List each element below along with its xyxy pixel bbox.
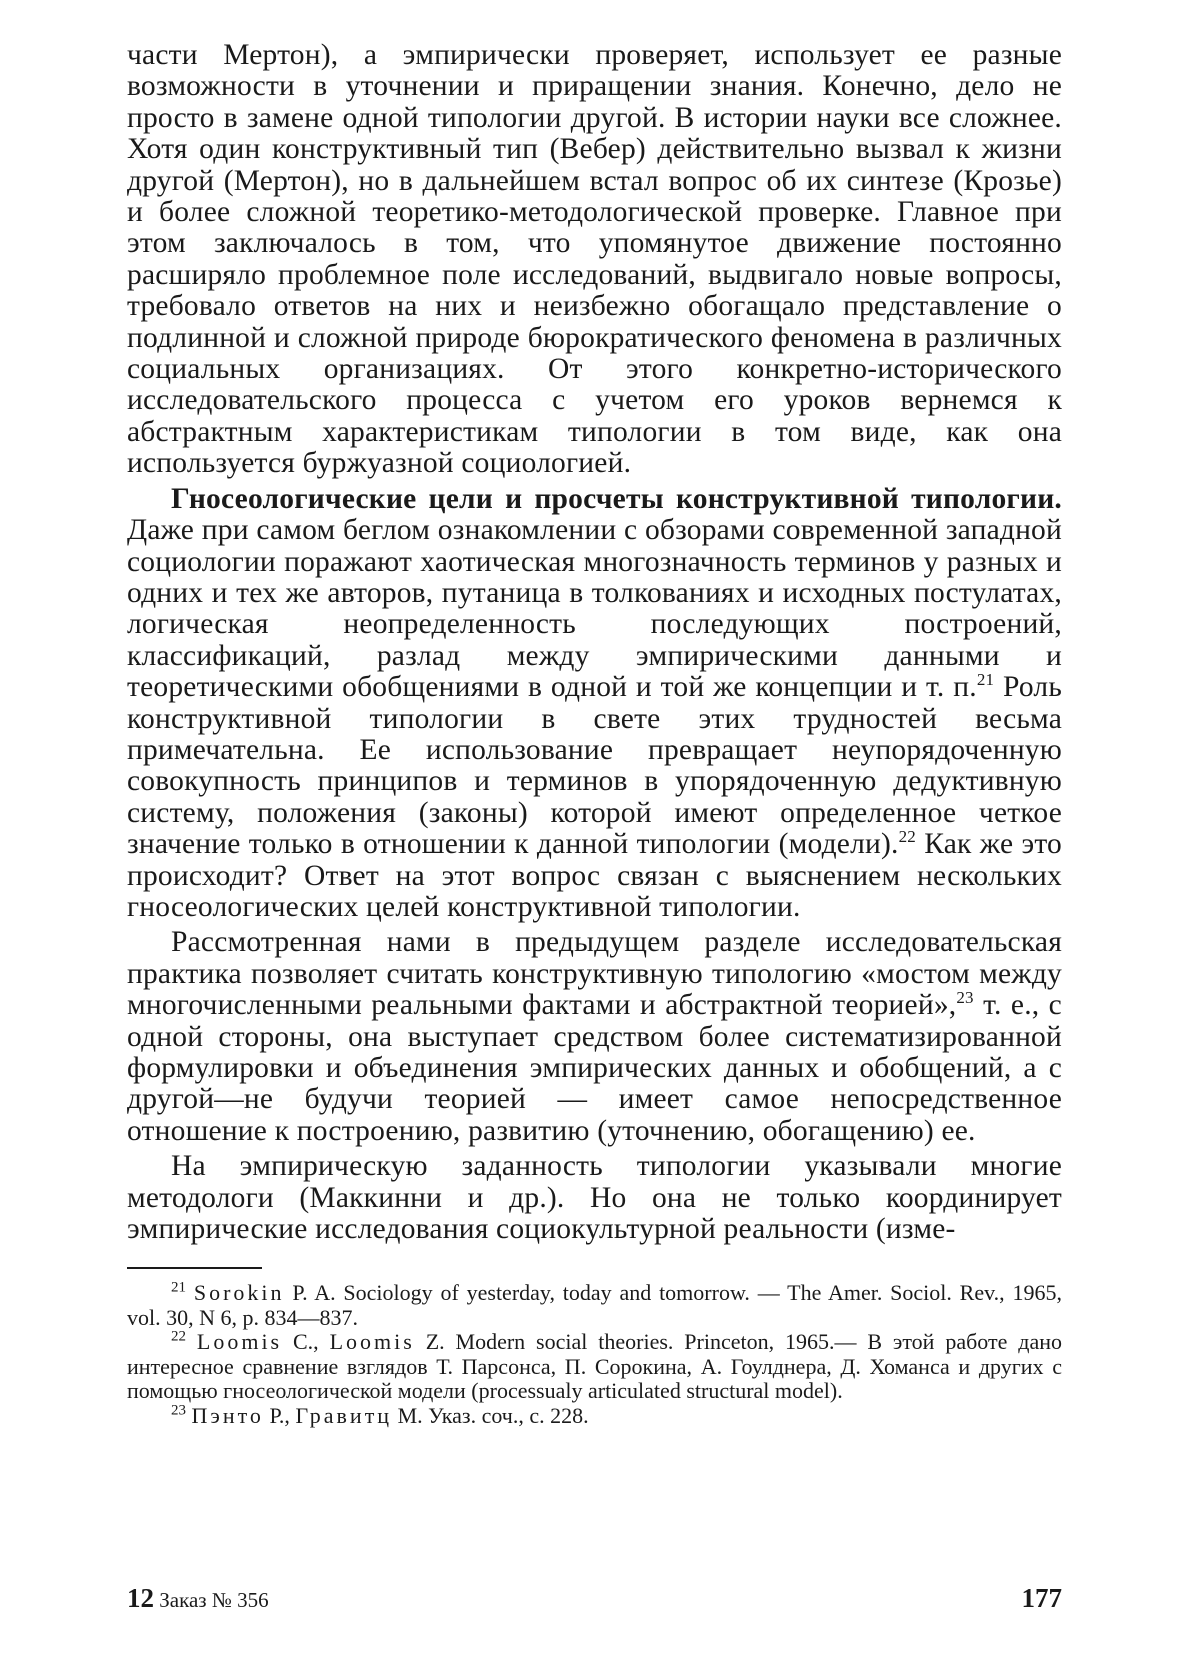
footnote-author: Гравитц [295, 1402, 393, 1428]
main-text [127, 40, 1062, 1245]
footnote-ref-22: 22 [898, 827, 916, 847]
footnote-author: Loomis [196, 1329, 283, 1355]
paragraph-1: части Мертон), а эмпирически проверяет, использует ее разные возможности в уточнении и приращении знания. Конечно, дело не просто в замене одной типологии другой. В истории науки все сложнее. Хотя один конструктивный тип (Вебер) действительно вызвал к жизни другой (Мертон), но в дальнейшем встал вопрос об их синтезе (Крозье) и более сложной теоретико-методологической проверке. Главное при этом заключалось в том, что упомянутое движение постоянно расширяло проблемное поле исследований, выдвигало новые вопросы, требовало ответов на них и неизбежно обогащало представление о подлинной и сложной природе бюрократического феномена в различных социальных организациях. От этого конкретно-исторического исследовательского процесса с учетом его уроков вернемся к абстрактным характеристикам типологии в том виде, как она используется буржуазной социологией. [127, 39, 1062, 480]
footnote-number: 21 [171, 1280, 186, 1297]
paragraph-2-text-a: Даже при самом беглом ознакомлении с обзорами современной западной социологии поражают хаотическая многозначность терминов у разных и одних и тех же авторов, путаница в толкованиях и исходных постулатах, логическая неопределенность последующих построений, классификаций, разлад между эмпирическими данными и теоретическими обобщениями в одной и той же концепции и т. п. [127, 514, 1062, 704]
paragraph-2 [127, 484, 1062, 924]
footnotes [127, 1281, 1062, 1428]
footnote-text: P. A. Sociology of yesterday, today and tomorrow. — The Amer. Sociol. Rev., 1965, vol. 30, N 6, p. 834—837. [127, 1280, 1063, 1330]
footnote-number: 22 [171, 1329, 186, 1346]
footnote-author: Sorokin [193, 1280, 285, 1306]
paragraph-3-text-a: Рассмотренная нами в предыдущем разделе исследовательская практика позволяет считать конструктивную типологию «мостом между многочисленными реальными фактами и абстрактной теорией», [127, 926, 1062, 1022]
footnote-21 [127, 1281, 1062, 1330]
paragraph-3 [127, 927, 1062, 1147]
footnote-22 [127, 1330, 1062, 1404]
footnote-text: М. Указ. соч., с. 228. [392, 1402, 589, 1428]
section-heading: Гносеологические цели и просчеты конструктивной типологии. [171, 482, 1062, 515]
footnote-text: Z. Modern social theories. Princeton, 1965.— В этой работе дано интересное сравнение взглядов Т. Парсонса, П. Сорокина, А. Гоулднера, Д. Хоманса и других с помощью гносеологической модели (processualy articulated structural model). [127, 1329, 1063, 1404]
signature-number: 12 [127, 1583, 154, 1613]
printer-signature [127, 1583, 269, 1614]
signature-text: Заказ № 356 [159, 1588, 269, 1612]
footnote-ref-21: 21 [976, 670, 995, 690]
footnote-author: Loomis [329, 1329, 415, 1355]
paragraph-2-text-c: Как же это происходит? Ответ на этот вопрос связан с выяснением нескольких гносеологических целей конструктивной типологии. [127, 828, 1062, 923]
paragraph-4: На эмпирическую заданность типологии указывали многие методологи (Маккинни и др.). Но она не только координирует эмпирические исследования социокультурной реальности (изме- [127, 1150, 1062, 1246]
page-number: 177 [1021, 1583, 1062, 1613]
paragraph-2-text-b: Роль конструктивной типологии в свете этих трудностей весьма примечательна. Ее использование превращает неупорядоченную совокупность принципов и терминов в упорядоченную дедуктивную систему, положения (законы) которой имеют определенное четкое значение только в отношении к данной типологии (модели). [127, 671, 1062, 861]
page-content [127, 40, 1062, 1428]
footnote-text: C., [282, 1329, 330, 1355]
footnote-separator [127, 1267, 262, 1269]
footnote-text: Р., [263, 1402, 296, 1428]
footnote-23 [127, 1404, 1062, 1429]
footnote-ref-23: 23 [956, 988, 974, 1008]
footnote-author: Пэнто [191, 1402, 264, 1428]
footnote-number: 23 [171, 1402, 186, 1419]
paragraph-3-text-b: т. е., с одной стороны, она выступает средством более систематизированной формулировки и объединения эмпирических данных и обобщений, а с другой—не будучи теорией — имеет самое непосредственное отношение к построению, развитию (уточнению, обогащению) ее. [127, 989, 1062, 1147]
